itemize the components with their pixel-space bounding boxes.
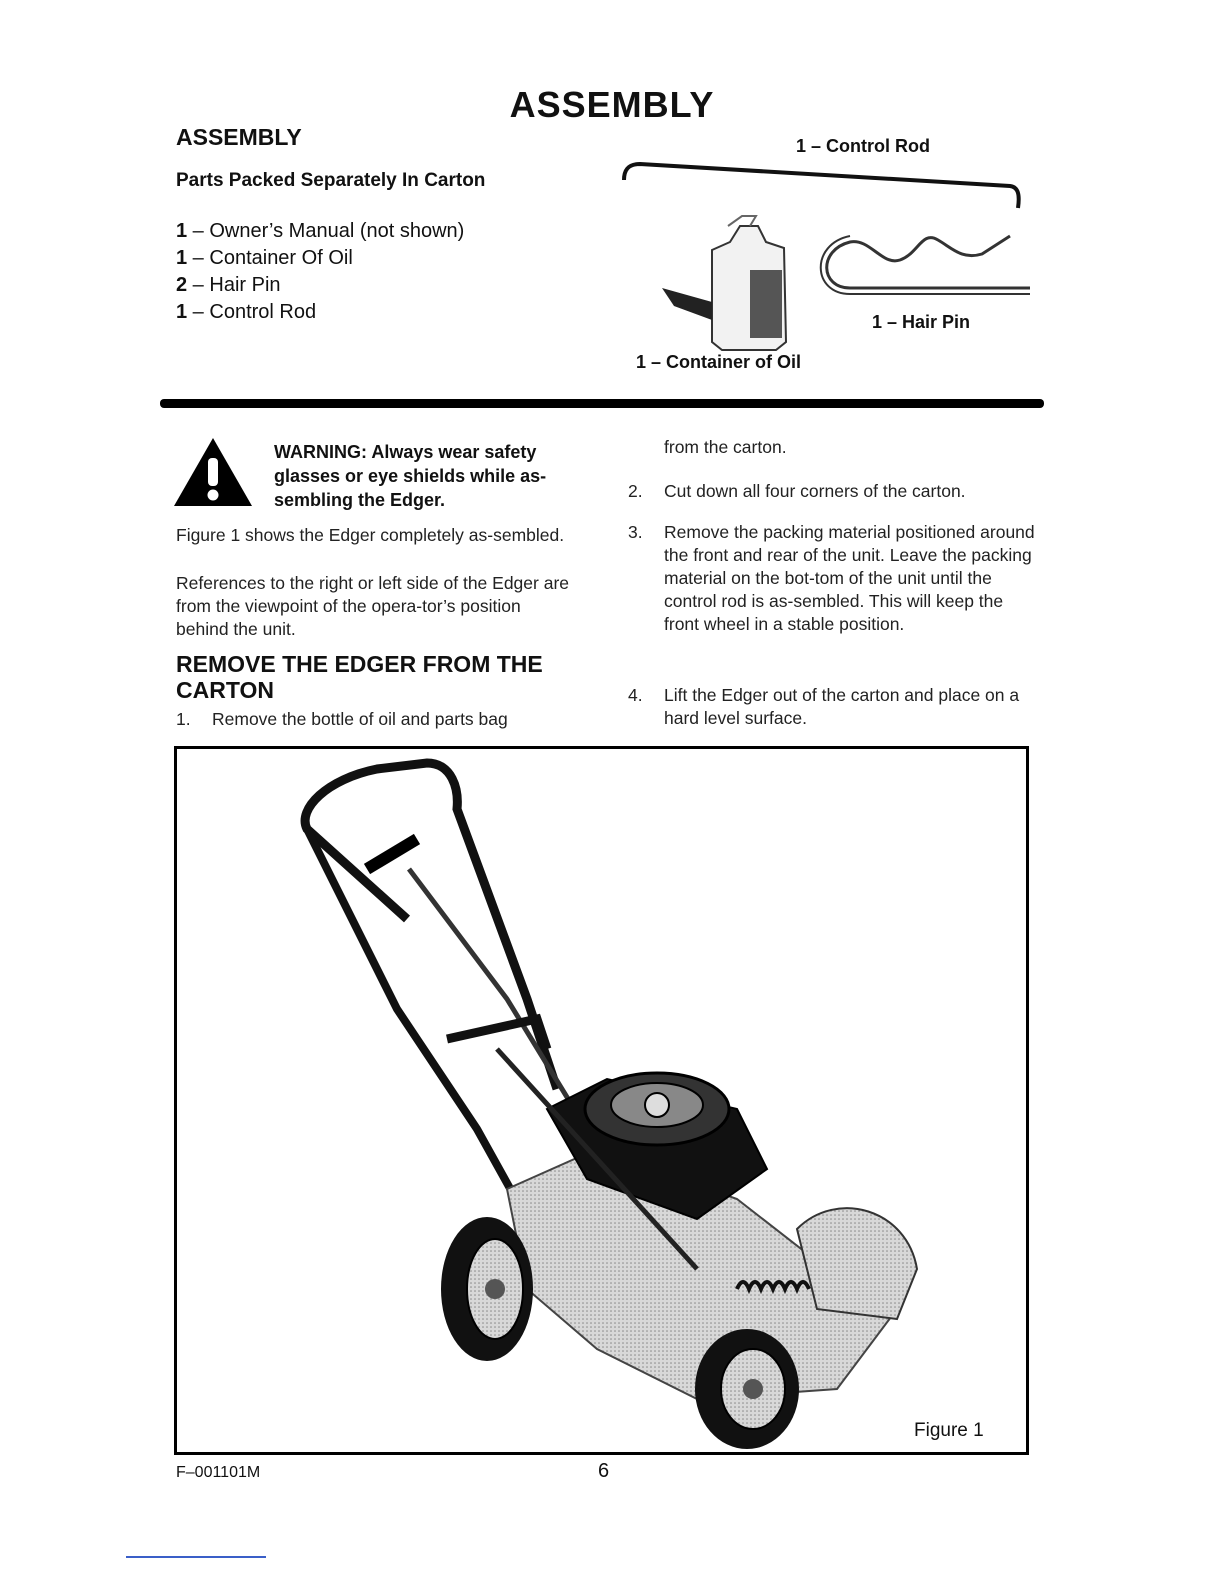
step-text: Remove the packing material positioned around the front and rear of the unit. Leave the packing material on the bot-tom of the unit until the control rod is as-sembled. This will keep the front wheel in a stable position. xyxy=(664,522,1035,634)
step-text: Remove the bottle of oil and parts bag xyxy=(212,709,508,729)
oil-container-image xyxy=(662,216,786,350)
step-number: 4. xyxy=(628,685,643,705)
step-4 xyxy=(628,684,1038,730)
oil-container-label: 1 – Container of Oil xyxy=(636,352,802,372)
step-text: from the carton. xyxy=(664,437,787,457)
list-item: 1 – Container Of Oil xyxy=(176,247,353,269)
section-title: ASSEMBLY xyxy=(176,124,302,150)
step-1-continued xyxy=(628,436,1038,459)
parts-illustration xyxy=(600,130,1050,380)
document-code: F–001101M xyxy=(176,1464,261,1481)
step-2 xyxy=(628,480,1038,503)
page-title: ASSEMBLY xyxy=(509,84,715,125)
figure-1-frame xyxy=(174,746,1029,1455)
list-item: 1 – Control Rod xyxy=(176,301,317,323)
step-1 xyxy=(176,708,596,731)
control-rod-label: 1 – Control Rod xyxy=(796,136,930,156)
step-3 xyxy=(628,521,1038,636)
remove-section-heading: REMOVE THE EDGER FROM THE CARTON xyxy=(176,651,543,703)
step-number xyxy=(628,436,664,459)
warning-icon xyxy=(172,436,254,508)
edger-illustration xyxy=(177,749,1026,1452)
hair-pin-label: 1 – Hair Pin xyxy=(872,312,971,332)
step-text: Lift the Edger out of the carton and place on a hard level surface. xyxy=(664,685,1020,728)
intro-paragraph-2: References to the right or left side of the Edger are from the viewpoint of the opera-tor’s position behind the unit. xyxy=(176,573,569,639)
step-text: Cut down all four corners of the carton. xyxy=(664,481,966,501)
warning-message xyxy=(274,440,594,512)
list-item: 1 – Owner’s Manual (not shown) xyxy=(176,220,465,242)
warning-text: Always wear safety glasses or eye shields while as-sembling the Edger. xyxy=(274,442,547,510)
section-divider xyxy=(160,399,1044,408)
step-number: 3. xyxy=(628,522,643,542)
page-number: 6 xyxy=(598,1460,610,1482)
step-number: 2. xyxy=(628,481,643,501)
list-item: 2 – Hair Pin xyxy=(176,274,281,296)
bottom-divider xyxy=(126,1556,266,1558)
parts-heading: Parts Packed Separately In Carton xyxy=(176,170,486,191)
warning-label: WARNING: xyxy=(274,442,367,462)
intro-paragraph-1: Figure 1 shows the Edger completely as-sembled. xyxy=(176,525,565,545)
parts-list xyxy=(176,218,464,326)
figure-caption: Figure 1 xyxy=(914,1420,984,1441)
step-number: 1. xyxy=(176,709,191,729)
control-rod-image xyxy=(624,164,1019,208)
hair-pin-image xyxy=(827,236,1030,288)
